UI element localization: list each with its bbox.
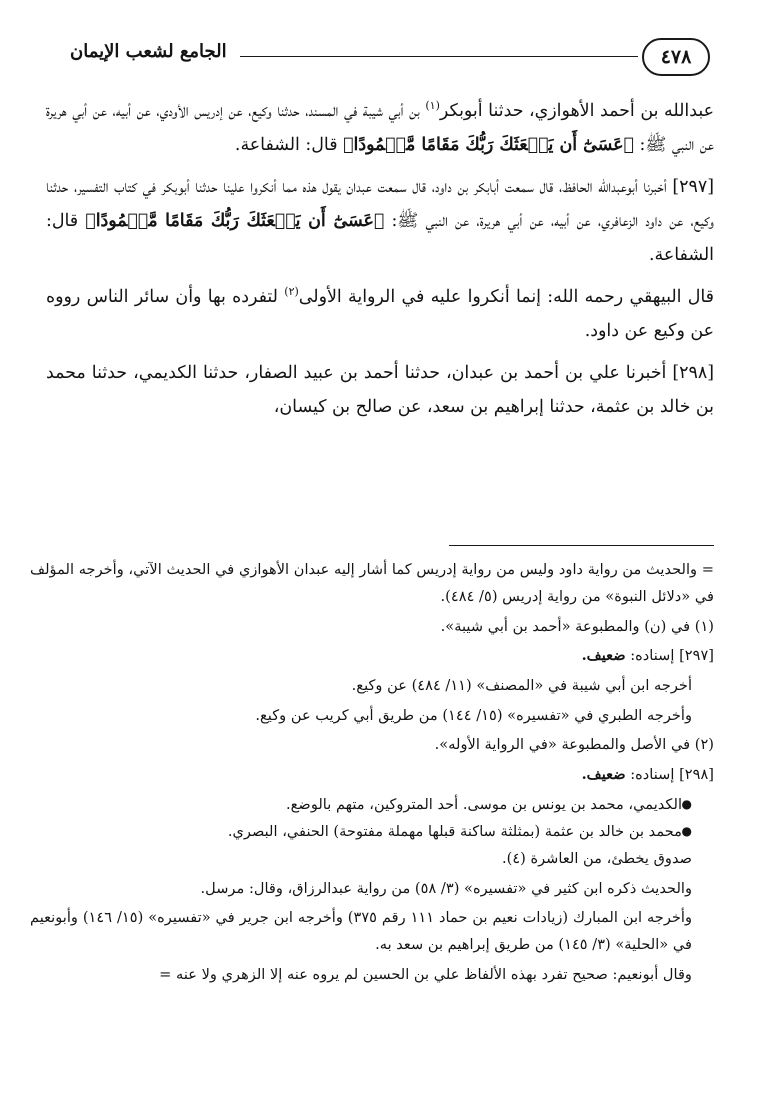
quran-verse: ﴿عَسَىٰٓ أَن يَبۡعَثَكَ رَبُّكَ مَقَامًا مَّحۡمُودًا﴾ <box>343 135 634 155</box>
narrator-text: الكديمي، محمد بن يونس بن موسى. أحد المتروكين، متهم بالوضع. <box>286 795 682 813</box>
takhrij-line: وقال أبونعيم: صحيح تفرد بهذه الألفاظ علي بن الحسين لم يروه عنه إلا الزهري ولا عنه = <box>159 965 692 983</box>
paragraph-hadith-298: [٢٩٨] أخبرنا علي بن أحمد بن عبدان، حدثنا أحمد بن عبيد الصفار، حدثنا الكديمي، حدثنا محمد بن خالد بن عثمة، حدثنا إبراهيم بن سعد، عن صالح بن كيسان، <box>46 363 714 417</box>
text-segment: قال البيهقي رحمه الله: إنما أنكروا عليه في الرواية الأولى <box>298 287 714 307</box>
grade-label: ضعيف. <box>581 647 626 665</box>
footnote-2: (٢) في الأصل والمطبوعة «في الرواية الأوله». <box>434 736 714 754</box>
bullet-icon: ● <box>681 796 692 811</box>
takhrij-297 <box>30 642 714 669</box>
grade-label: ضعيف. <box>581 766 626 784</box>
takhrij-line: وأخرجه ابن المبارك (زيادات نعيم بن حماد ١١١ رقم ٣٧٥) وأخرجه ابن جرير في «تفسيره» (١٥/ ١٤٦) وأبونعيم في «الحلية» (٣/ ١٤٥) من طريق إبراهيم بن سعد به. <box>30 909 692 954</box>
text-segment: بن أبي شيبة في المسند، حدثنا وكيع، عن إدريس الأودي، عن أبيه، عن أبي هريرة عن النبي ﷺ: <box>46 101 714 155</box>
takhrij-line: وأخرجه الطبري في «تفسيره» (١٥/ ١٤٤) من طريق أبي كريب عن وكيع. <box>255 706 692 724</box>
takhrij-line: أخرجه ابن أبي شيبة في «المصنف» (١١/ ٤٨٤) عن وكيع. <box>351 677 692 695</box>
main-text <box>46 94 714 432</box>
footnote-continuation: = والحديث من رواية داود وليس من رواية إدريس كما أشار إليه عبدان الأهوازي في الحديث الآتي، وأخرجه المؤلف في «دلائل النبوة» من رواية إدريس (٥/ ٤٨٤). <box>30 561 714 605</box>
narrator-text: محمد بن خالد بن عثمة (بمثلثة ساكنة قبلها مهملة مفتوحة) الحنفي، البصري. <box>227 822 682 840</box>
text-segment: قال: الشفاعة. <box>234 135 344 155</box>
page-header <box>70 38 710 82</box>
footnote-1: (١) في (ن) والمطبوعة «أحمد بن أبي شيبة». <box>440 617 714 635</box>
takhrij-line: والحديث ذكره ابن كثير في «تفسيره» (٣/ ٥٨) من رواية عبدالرزاق، وقال: مرسل. <box>200 879 692 897</box>
footnotes <box>30 556 714 991</box>
paragraph-hadith-297 <box>46 170 714 272</box>
bullet-icon: ● <box>681 823 692 838</box>
text-segment: لتفرده بها وأن سائر الناس رووه عن وكيع عن داود. <box>46 287 714 341</box>
paragraph-hadith-continuation <box>46 94 714 162</box>
footnote-separator <box>449 545 714 546</box>
quran-verse: ﴿عَسَىٰٓ أَن يَبۡعَثَكَ رَبُّكَ مَقَامًا مَّحۡمُودًا﴾ <box>85 211 385 231</box>
page-number: ٤٧٨ <box>642 38 710 76</box>
running-title: الجامع لشعب الإيمان <box>70 41 227 62</box>
text-segment: قال: الشفاعة. <box>46 211 714 265</box>
narrator-item <box>30 791 714 818</box>
paragraph-bayhaqi-comment <box>46 280 714 348</box>
takhrij-label: [٢٩٨] إسناده: <box>625 766 714 784</box>
takhrij-label: [٢٩٧] إسناده: <box>625 647 714 665</box>
takhrij-298 <box>30 761 714 788</box>
footnote-marker: (١) <box>425 99 440 113</box>
header-rule <box>240 56 638 57</box>
text-segment: [٢٩٧] أخبرنا أبوعبدالله الحافظ، قال سمعت أبابكر بن داود، قال سمعت عبدان يقول هذه مما أنكروا علينا حدثنا أبوبكر في كتاب التفسير، حدثنا وكيع، عن داود الزعافري، عن أبيه، عن أبي هريرة، عن النبي ﷺ: <box>46 177 714 231</box>
narrator-item <box>30 818 714 845</box>
text-segment: عبدالله بن أحمد الأهوازي، حدثنا أبوبكر <box>439 101 714 121</box>
footnote-marker: (٢) <box>284 285 299 299</box>
narrator-grade: صدوق يخطئ، من العاشرة (٤). <box>501 849 692 867</box>
